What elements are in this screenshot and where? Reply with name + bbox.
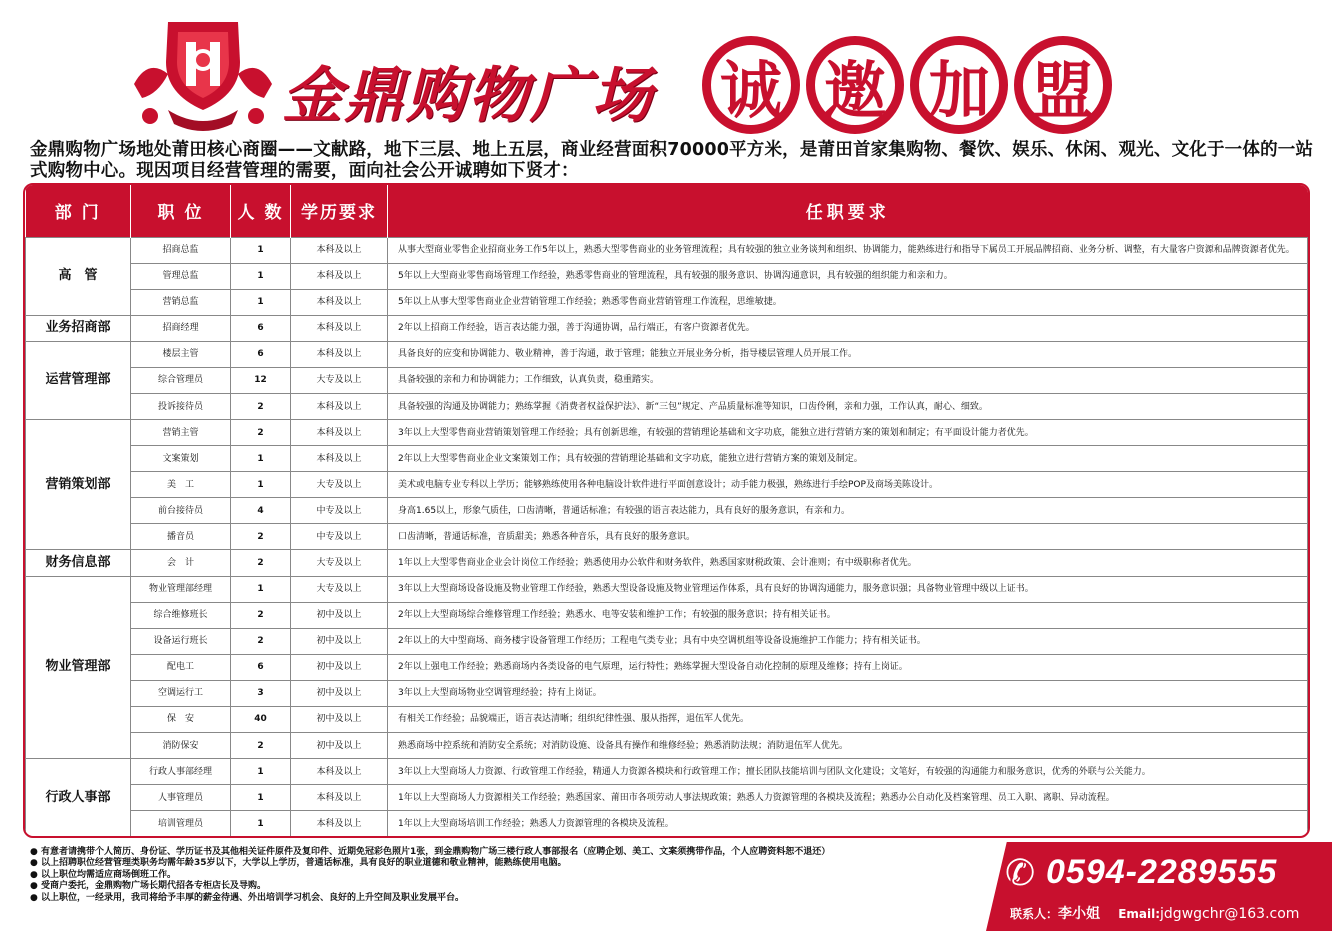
education-cell: 本科及以上: [291, 759, 388, 785]
position-cell: 楼层主管: [131, 341, 231, 367]
requirement-cell: 具备良好的应变和协调能力、敬业精神，善于沟通，敢于管理；能独立开展业务分析，指导楼层管理人员开展工作。: [388, 341, 1308, 367]
table-row: [26, 446, 1308, 472]
education-cell: 本科及以上: [291, 237, 388, 263]
invite-char: 盟: [1014, 36, 1112, 134]
table-row: [26, 732, 1308, 758]
education-cell: 本科及以上: [291, 393, 388, 419]
count-cell: 1: [231, 785, 291, 811]
education-cell: 初中及以上: [291, 680, 388, 706]
education-cell: 中专及以上: [291, 524, 388, 550]
table-row: [26, 550, 1308, 576]
table-row: [26, 628, 1308, 654]
brand-logo: [128, 14, 278, 132]
position-cell: 综合管理员: [131, 367, 231, 393]
poster-header: [0, 0, 1332, 135]
education-cell: 初中及以上: [291, 732, 388, 758]
education-cell: 本科及以上: [291, 341, 388, 367]
recruitment-table: [23, 183, 1310, 838]
count-cell: 1: [231, 811, 291, 837]
table-header-row: [26, 185, 1308, 237]
table-row: [26, 576, 1308, 602]
dept-cell: 物业管理部: [26, 576, 131, 759]
requirement-cell: 1年以上大型商场培训工作经验；熟悉人力资源管理的各模块及流程。: [388, 811, 1308, 837]
count-cell: 6: [231, 315, 291, 341]
count-cell: 2: [231, 393, 291, 419]
count-cell: 1: [231, 759, 291, 785]
note-item: ● 受商户委托，金鼎购物广场长期代招各专柜店长及导购。: [30, 881, 990, 892]
education-cell: 本科及以上: [291, 289, 388, 315]
count-cell: 2: [231, 524, 291, 550]
phone-number: 0594-2289555: [1046, 853, 1278, 891]
position-cell: 会 计: [131, 550, 231, 576]
table-row: [26, 289, 1308, 315]
education-cell: 初中及以上: [291, 602, 388, 628]
table-row: [26, 602, 1308, 628]
position-cell: 营销总监: [131, 289, 231, 315]
table-row: [26, 811, 1308, 837]
table-row: [26, 680, 1308, 706]
education-cell: 本科及以上: [291, 263, 388, 289]
requirement-cell: 5年以上大型商业零售商场管理工作经验，熟悉零售商业的管理流程，具有较强的服务意识、协调沟通意识，具有较强的组织能力和亲和力。: [388, 263, 1308, 289]
requirement-cell: 美术或电脑专业专科以上学历；能够熟练使用各种电脑设计软件进行平面创意设计；动手能力极强，熟练进行手绘POP及商场美陈设计。: [388, 472, 1308, 498]
position-cell: 招商总监: [131, 237, 231, 263]
position-cell: 行政人事部经理: [131, 759, 231, 785]
position-cell: 物业管理部经理: [131, 576, 231, 602]
position-cell: 文案策划: [131, 446, 231, 472]
education-cell: 大专及以上: [291, 472, 388, 498]
count-cell: 1: [231, 576, 291, 602]
count-cell: 2: [231, 732, 291, 758]
dept-cell: 运营管理部: [26, 341, 131, 419]
count-cell: 1: [231, 263, 291, 289]
invite-char: 加: [910, 36, 1008, 134]
education-cell: 初中及以上: [291, 654, 388, 680]
table-row: [26, 393, 1308, 419]
table-row: [26, 420, 1308, 446]
table-row: [26, 706, 1308, 732]
count-cell: 2: [231, 628, 291, 654]
position-cell: 播音员: [131, 524, 231, 550]
position-cell: 消防保安: [131, 732, 231, 758]
contact-line: [1010, 903, 1299, 923]
table-row: [26, 263, 1308, 289]
footer-notes: [30, 847, 990, 904]
requirement-cell: 1年以上大型零售商业企业会计岗位工作经验；熟悉使用办公软件和财务软件，熟悉国家财税政策、会计准则；有中级职称者优先。: [388, 550, 1308, 576]
count-cell: 2: [231, 550, 291, 576]
requirement-cell: 3年以上大型商场设备设施及物业管理工作经验，熟悉大型设备设施及物业管理运作体系，具有良好的协调沟通能力，服务意识强；具备物业管理中级以上证书。: [388, 576, 1308, 602]
count-cell: 1: [231, 237, 291, 263]
education-cell: 初中及以上: [291, 706, 388, 732]
invite-char: 邀: [806, 36, 904, 134]
requirement-cell: 3年以上大型零售商业营销策划管理工作经验；具有创新思维，有较强的营销理论基础和文字功底，能独立进行营销方案的策划和制定；有平面设计能力者优先。: [388, 420, 1308, 446]
position-cell: 配电工: [131, 654, 231, 680]
dept-cell: 财务信息部: [26, 550, 131, 576]
note-item: ● 有意者请携带个人简历、身份证、学历证书及其他相关证件原件及复印件、近期免冠彩色照片1张，到金鼎购物广场三楼行政人事部报名（应聘企划、美工、文案须携带作品，个人应聘资料恕不退还）: [30, 847, 990, 858]
table-row: [26, 367, 1308, 393]
table-body: [26, 237, 1308, 837]
invite-banner: [702, 36, 1112, 134]
table-row: [26, 315, 1308, 341]
email-label: Email:: [1118, 907, 1161, 921]
requirement-cell: 2年以上的大中型商场、商务楼宇设备管理工作经历；工程电气类专业；具有中央空调机组等设备设施维护工作能力；持有相关证书。: [388, 628, 1308, 654]
table-row: [26, 654, 1308, 680]
table-row: [26, 498, 1308, 524]
requirement-cell: 具备较强的亲和力和协调能力；工作细致，认真负责，稳重踏实。: [388, 367, 1308, 393]
position-cell: 空调运行工: [131, 680, 231, 706]
education-cell: 大专及以上: [291, 367, 388, 393]
requirement-cell: 2年以上招商工作经验，语言表达能力强，善于沟通协调，品行端正，有客户资源者优先。: [388, 315, 1308, 341]
header-count: 人 数: [231, 185, 291, 237]
contact-label: 联系人：: [1010, 907, 1059, 921]
table-row: [26, 524, 1308, 550]
requirement-cell: 3年以上大型商场物业空调管理经验；持有上岗证。: [388, 680, 1308, 706]
requirement-cell: 2年以上大型商场综合维修管理工作经验；熟悉水、电等安装和维护工作；有较强的服务意识；持有相关证书。: [388, 602, 1308, 628]
invite-char: 诚: [702, 36, 800, 134]
brand-title: 金鼎购物广场: [282, 61, 654, 131]
email-address: jdgwgchr@163.com: [1160, 906, 1300, 922]
note-item: ● 以上招聘职位经营管理类职务均需年龄35岁以下，大学以上学历，普通话标准，具有良好的职业道德和敬业精神，能熟练使用电脑。: [30, 858, 990, 869]
education-cell: 大专及以上: [291, 576, 388, 602]
count-cell: 1: [231, 446, 291, 472]
requirement-cell: 2年以上强电工作经验；熟悉商场内各类设备的电气原理，运行特性；熟练掌握大型设备自动化控制的原理及维修；持有上岗证。: [388, 654, 1308, 680]
count-cell: 4: [231, 498, 291, 524]
position-cell: 设备运行班长: [131, 628, 231, 654]
education-cell: 本科及以上: [291, 315, 388, 341]
position-cell: 人事管理员: [131, 785, 231, 811]
table-row: [26, 237, 1308, 263]
count-cell: 3: [231, 680, 291, 706]
header-education: 学历要求: [291, 185, 388, 237]
position-cell: 管理总监: [131, 263, 231, 289]
table-row: [26, 472, 1308, 498]
count-cell: 1: [231, 472, 291, 498]
dept-cell: 业务招商部: [26, 315, 131, 341]
header-requirements: 任职要求: [388, 185, 1308, 237]
dept-cell: 高 管: [26, 237, 131, 315]
dept-cell: 营销策划部: [26, 420, 131, 550]
table-row: [26, 785, 1308, 811]
education-cell: 本科及以上: [291, 785, 388, 811]
requirement-cell: 3年以上大型商场人力资源、行政管理工作经验，精通人力资源各模块和行政管理工作；擅长团队技能培训与团队文化建设；文笔好，有较强的沟通能力和服务意识，优秀的外联与公关能力。: [388, 759, 1308, 785]
count-cell: 1: [231, 289, 291, 315]
intro-text: 金鼎购物广场地处莆田核心商圈——文献路，地下三层、地上五层，商业经营面积70000平方米，是莆田首家集购物、餐饮、娱乐、休闲、观光、文化于一体的一站式购物中心。现因项目经营管理的需要，面向社会公开诚聘如下贤才：: [30, 140, 1314, 181]
requirement-cell: 口齿清晰，普通话标准，音质甜美；熟悉各种音乐，具有良好的服务意识。: [388, 524, 1308, 550]
requirement-cell: 2年以上大型零售商业企业文案策划工作；具有较强的营销理论基础和文字功底，能独立进行营销方案的策划及制定。: [388, 446, 1308, 472]
requirement-cell: 身高1.65以上，形象气质佳，口齿清晰，普通话标准；有较强的语言表达能力，具有良好的服务意识，有亲和力。: [388, 498, 1308, 524]
position-cell: 前台接待员: [131, 498, 231, 524]
header-position: 职 位: [131, 185, 231, 237]
education-cell: 初中及以上: [291, 628, 388, 654]
position-cell: 投诉接待员: [131, 393, 231, 419]
requirement-cell: 有相关工作经验；品貌端正，语言表达清晰；组织纪律性强、服从指挥，退伍军人优先。: [388, 706, 1308, 732]
note-item: ● 以上职位，一经录用，我司将给予丰厚的薪金待遇、外出培训学习机会、良好的上升空间及职业发展平台。: [30, 893, 990, 904]
note-item: ● 以上职位均需适应商场倒班工作。: [30, 870, 990, 881]
requirement-cell: 熟悉商场中控系统和消防安全系统；对消防设施、设备具有操作和维修经验；熟悉消防法规；消防退伍军人优先。: [388, 732, 1308, 758]
position-cell: 保 安: [131, 706, 231, 732]
count-cell: 2: [231, 602, 291, 628]
count-cell: 12: [231, 367, 291, 393]
count-cell: 6: [231, 654, 291, 680]
contact-name: 李小姐: [1058, 906, 1101, 922]
dept-cell: 行政人事部: [26, 759, 131, 837]
table-row: [26, 341, 1308, 367]
education-cell: 中专及以上: [291, 498, 388, 524]
position-cell: 营销主管: [131, 420, 231, 446]
requirement-cell: 从事大型商业零售企业招商业务工作5年以上，熟悉大型零售商业的业务管理流程；具有较强的独立业务谈判和组织、协调能力，能熟练进行和指导下属员工开展品牌招商、业务分析、调整，有大量客户资源和品牌资源者优先。: [388, 237, 1308, 263]
education-cell: 本科及以上: [291, 446, 388, 472]
education-cell: 大专及以上: [291, 550, 388, 576]
count-cell: 2: [231, 420, 291, 446]
header-dept: 部 门: [26, 185, 131, 237]
education-cell: 本科及以上: [291, 811, 388, 837]
phone-icon: ✆: [1005, 853, 1036, 894]
requirement-cell: 具备较强的沟通及协调能力；熟练掌握《消费者权益保护法》、新“三包”规定、产品质量标准等知识，口齿伶俐，亲和力强，工作认真，耐心、细致。: [388, 393, 1308, 419]
position-cell: 美 工: [131, 472, 231, 498]
table-row: [26, 759, 1308, 785]
position-cell: 综合维修班长: [131, 602, 231, 628]
count-cell: 40: [231, 706, 291, 732]
requirement-cell: 1年以上大型商场人力资源相关工作经验；熟悉国家、莆田市各项劳动人事法规政策；熟悉人力资源管理的各模块及流程；熟悉办公自动化及档案管理、员工入职、离职、异动流程。: [388, 785, 1308, 811]
position-cell: 招商经理: [131, 315, 231, 341]
requirement-cell: 5年以上从事大型零售商业企业营销管理工作经验；熟悉零售商业营销管理工作流程，思维敏捷。: [388, 289, 1308, 315]
position-cell: 培训管理员: [131, 811, 231, 837]
education-cell: 本科及以上: [291, 420, 388, 446]
count-cell: 6: [231, 341, 291, 367]
